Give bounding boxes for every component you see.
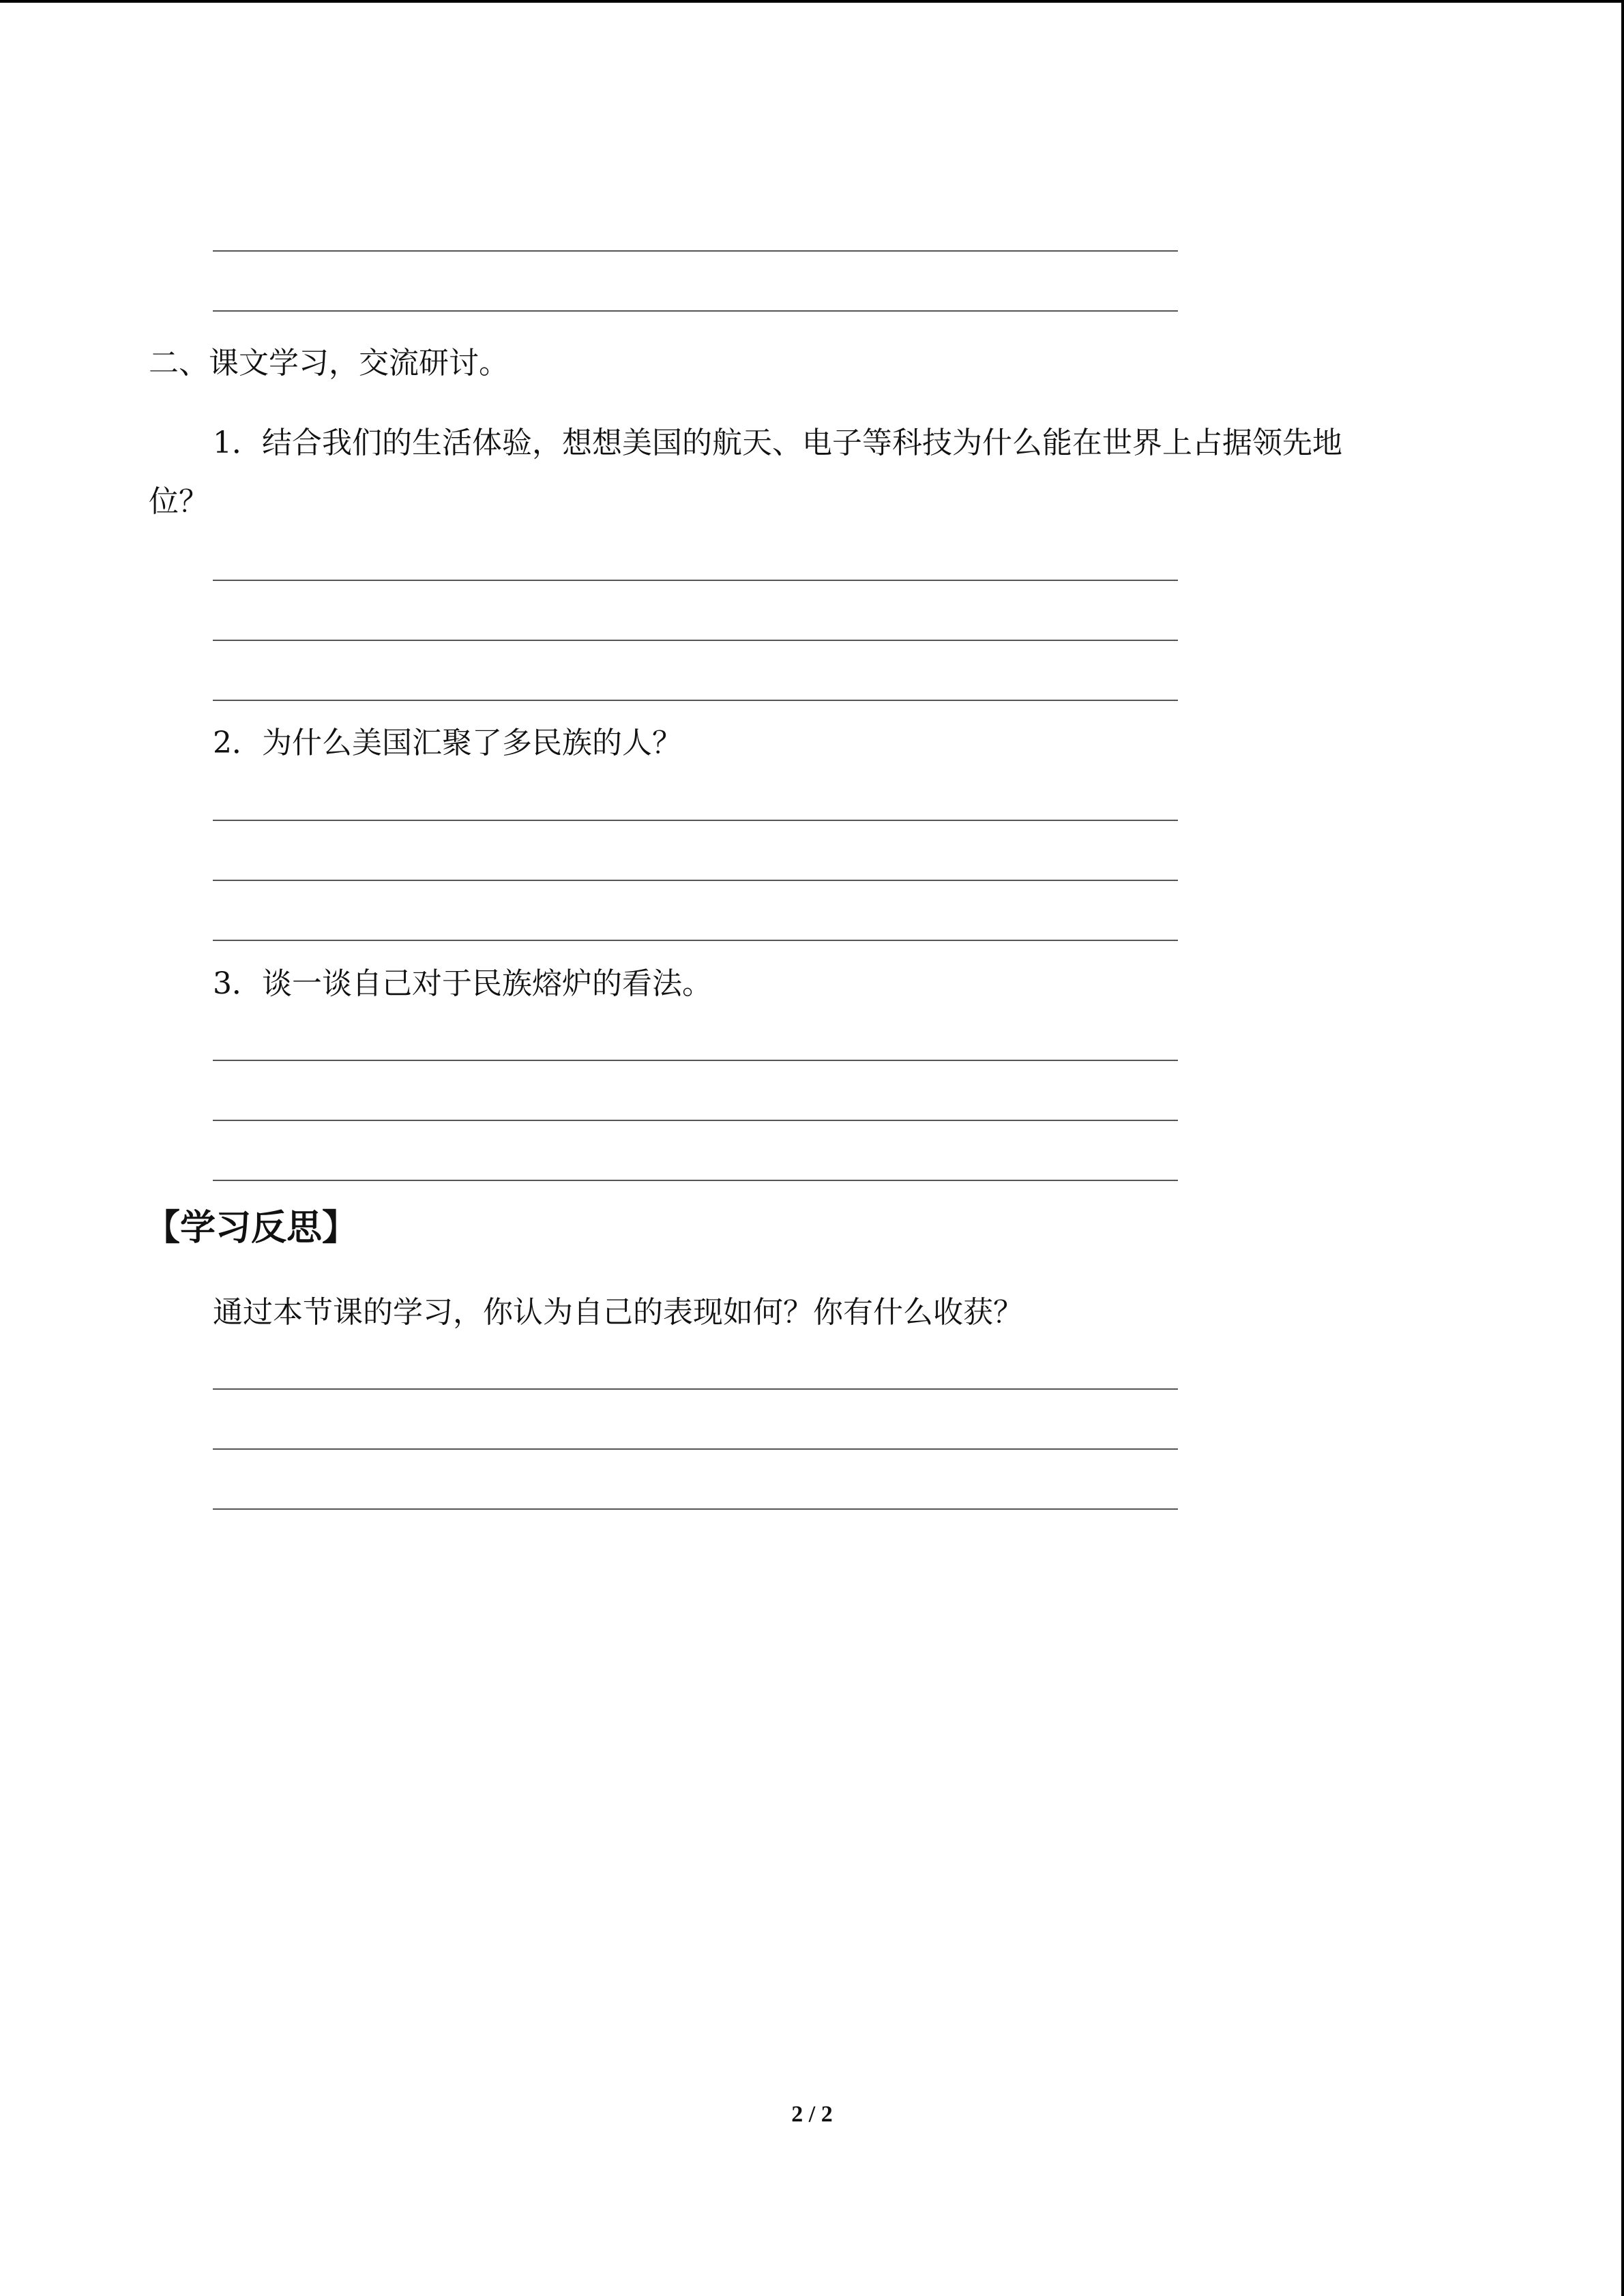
question-2-answer-line[interactable] — [213, 880, 1178, 881]
question-2-answer-line[interactable] — [213, 820, 1178, 821]
reflection-heading: 【学习反思】 — [145, 1208, 358, 1249]
question-1-answer-line[interactable] — [213, 640, 1178, 641]
question-1-answer-line[interactable] — [213, 700, 1178, 701]
question-1-text: 1．结合我们的生活体验，想想美国的航天、电子等科技为什么能在世界上占据领先地 — [213, 426, 1342, 460]
question-3-text: 3．谈一谈自己对于民族熔炉的看法。 — [213, 966, 712, 1001]
reflection-answer-line[interactable] — [213, 1508, 1178, 1510]
reflection-answer-line[interactable] — [213, 1448, 1178, 1450]
reflection-answer-line[interactable] — [213, 1388, 1178, 1390]
page-number: 2 / 2 — [791, 2102, 833, 2127]
question-2-answer-line[interactable] — [213, 940, 1178, 941]
part-two-heading: 二、课文学习，交流研讨。 — [149, 346, 509, 381]
question-3-answer-line[interactable] — [213, 1060, 1178, 1061]
answer-line[interactable] — [213, 310, 1178, 312]
question-2-text: 2．为什么美国汇聚了多民族的人？ — [213, 726, 682, 760]
page-top-border — [0, 0, 1624, 3]
page-right-border — [1621, 0, 1624, 2296]
question-1-text-continued: 位？ — [149, 484, 209, 519]
reflection-prompt: 通过本节课的学习，你认为自己的表现如何？你有什么收获？ — [213, 1295, 1023, 1330]
answer-line[interactable] — [213, 250, 1178, 252]
question-1-answer-line[interactable] — [213, 580, 1178, 581]
question-3-answer-line[interactable] — [213, 1180, 1178, 1181]
question-3-answer-line[interactable] — [213, 1120, 1178, 1121]
